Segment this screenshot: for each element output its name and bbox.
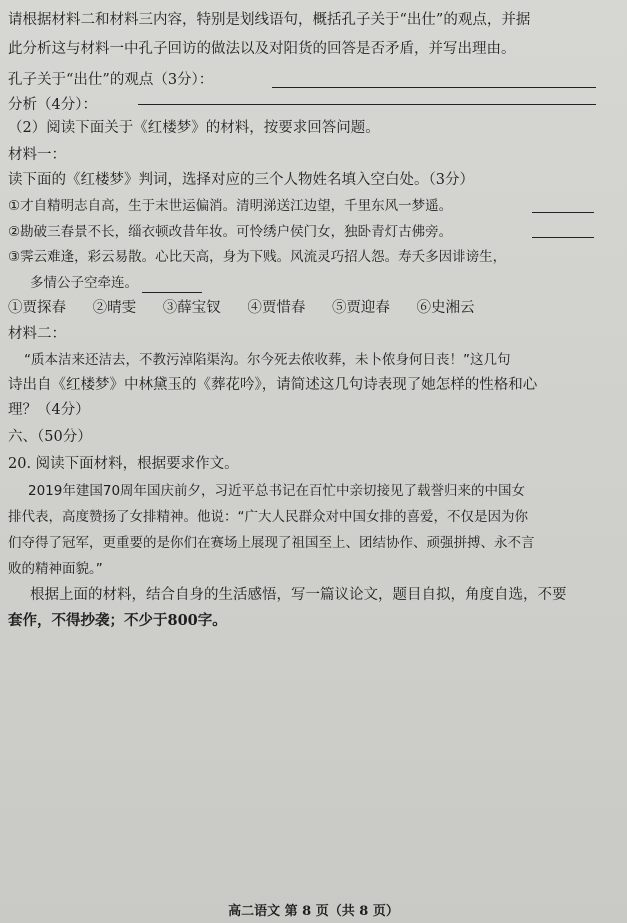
verse-2-text: ②勘破三春景不长，缁衣顿改昔年妆。可怜绣户侯门女，独卧青灯古佛旁。 — [8, 224, 453, 240]
essay-material-line-2: 排代表，高度赞扬了女排精神。他说：“广大人民群众对中国女排的喜爱，不仅是因为你 — [8, 509, 528, 525]
analysis-answer-blank[interactable] — [138, 104, 596, 105]
question-20-heading: 20. 阅读下面材料，根据要求作文。 — [8, 456, 239, 472]
question-intro-line-1: 请根据材料二和材料三内容，特别是划线语句，概括孔子关于“出仕”的观点，并据 — [8, 12, 531, 28]
option-1: ①贾探春 — [8, 300, 66, 316]
verse-3-line-1: ③霁云难逢，彩云易散。心比天高，身为下贱。风流灵巧招人怨。寿夭多因诽谤生， — [8, 249, 507, 265]
section-6-heading: 六、（50分） — [8, 429, 92, 445]
option-5: ⑤贾迎春 — [331, 300, 390, 316]
poem-quote-line-1 — [24, 350, 613, 370]
question-intro-line-2: 此分析这与材料一中孔子回访的做法以及对阳货的回答是否矛盾，并写出理由。 — [8, 41, 516, 57]
essay-requirement-line-2: 套作，不得抄袭；不少于800字。 — [8, 612, 227, 629]
view-answer-label: 孔子关于“出仕”的观点（3分）： — [8, 72, 214, 88]
essay-material-line-4: 败的精神面貌。” — [8, 561, 103, 577]
analysis-answer-label: 分析（4分）： — [8, 97, 97, 113]
material-2-title: 材料二： — [8, 326, 66, 342]
essay-requirement-line-1: 根据上面的材料，结合自身的生活感悟，写一篇议论文，题目自拟，角度自选，不要 — [30, 587, 567, 603]
essay-material-line-1: 2019年建国70周年国庆前夕，习近平总书记在百忙中亲切接见了载誉归来的中国女 — [28, 483, 526, 499]
essay-material-line-3: 们夺得了冠军，更重要的是你们在赛场上展现了祖国至上、团结协作、顽强拼搏、永不言 — [8, 535, 535, 551]
verse-1-blank[interactable] — [532, 212, 594, 213]
judgment-instruction: 读下面的《红楼梦》判词，选择对应的三个人物姓名填入空白处。（3分） — [8, 172, 474, 188]
verse-3-line-2 — [30, 273, 613, 293]
option-2: ②晴雯 — [92, 300, 137, 316]
option-6: ⑥史湘云 — [416, 300, 475, 316]
name-options — [8, 298, 613, 318]
verse-2-blank[interactable] — [532, 237, 594, 238]
verse-1 — [8, 196, 613, 216]
verse-1-text: ①才自精明志自高，生于末世运偏消。清明涕送江边望，千里东风一梦遥。 — [8, 198, 453, 214]
view-answer-blank[interactable] — [272, 87, 596, 88]
verse-2 — [8, 222, 613, 242]
option-4: ④贾惜春 — [247, 300, 306, 316]
poem-quote-text: “质本洁来还洁去，不教污淖陷渠沟。尔今死去侬收葬，未卜侬身何日丧！”这几句 — [24, 352, 511, 368]
verse-3-blank[interactable] — [142, 292, 202, 293]
poem-quote-line-2: 诗出自《红楼梦》中林黛玉的《葬花吟》，请简述这几句诗表现了她怎样的性格和心 — [8, 377, 538, 393]
poem-quote-line-3: 理？（4分） — [8, 402, 90, 418]
page-footer: 高二语文 第 8 页（共 8 页） — [228, 904, 399, 919]
material-1-title: 材料一： — [8, 147, 66, 163]
subquestion-2-heading: （2）阅读下面关于《红楼梦》的材料，按要求回答问题。 — [8, 120, 380, 136]
option-3: ③薛宝钗 — [162, 300, 221, 316]
verse-3-text: 多情公子空牵连。 — [30, 275, 138, 291]
